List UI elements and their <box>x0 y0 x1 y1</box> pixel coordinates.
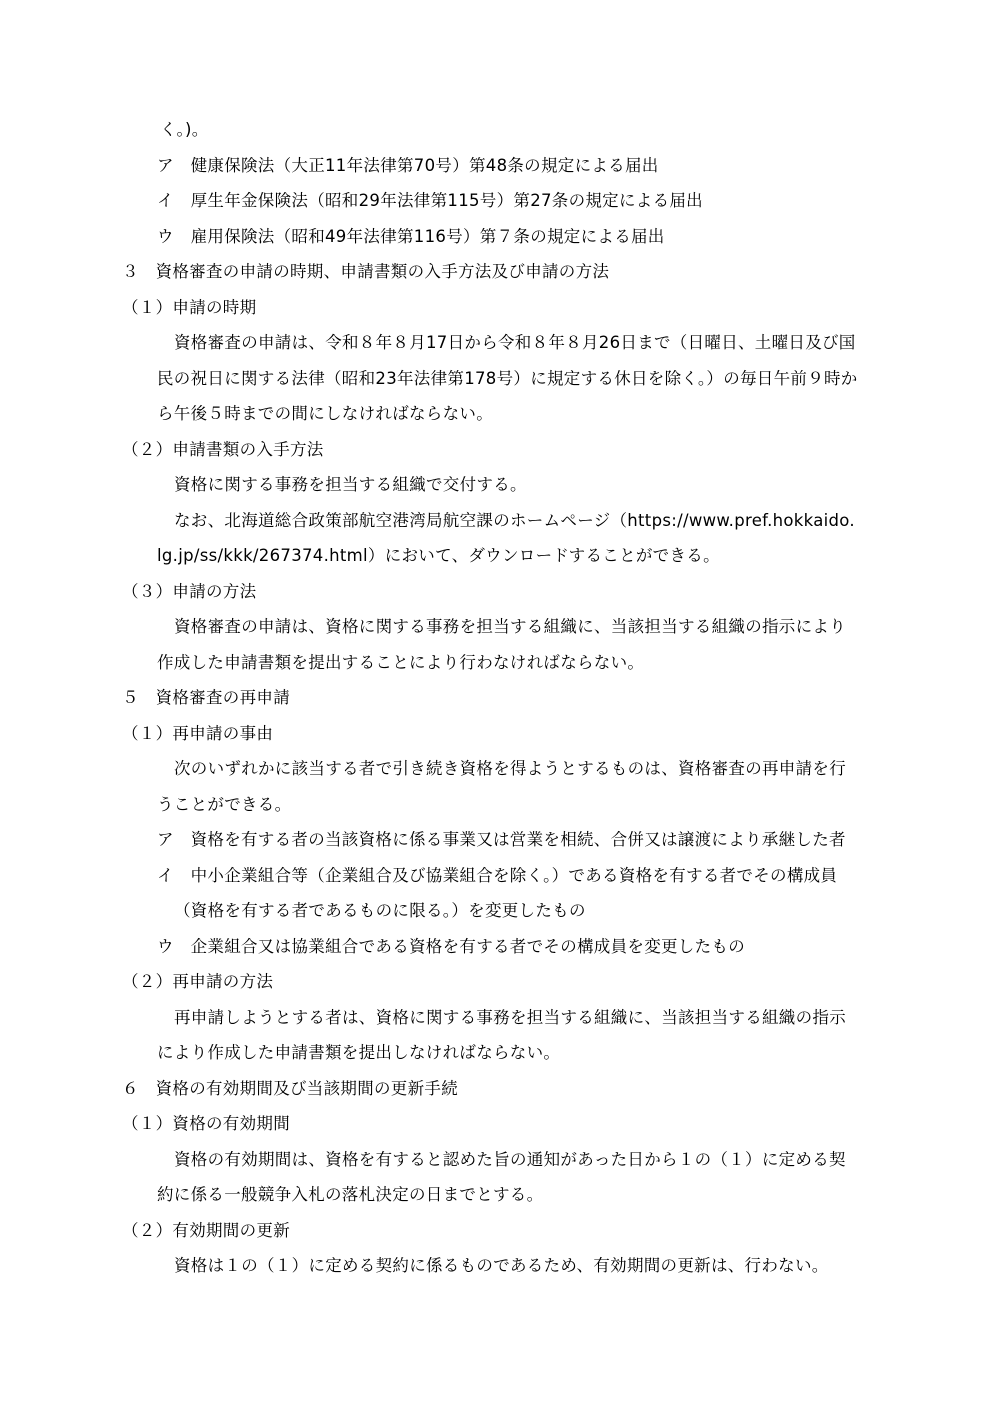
paragraph-line: ら午後５時までの間にしなければならない。 <box>157 404 493 423</box>
paragraph-line: 民の祝日に関する法律（昭和23年法律第178号）に規定する休日を除く。）の毎日午前９時か <box>157 369 858 388</box>
subsection-heading: （２）有効期間の更新 <box>122 1221 290 1240</box>
list-item-u: ウ 企業組合又は協業組合である資格を有する者でその構成員を変更したもの <box>157 937 745 956</box>
subsection-heading: （１）申請の時期 <box>122 298 257 317</box>
paragraph-line: 資格審査の申請は、資格に関する事務を担当する組織に、当該担当する組織の指示により <box>174 617 846 636</box>
paragraph-line: 約に係る一般競争入札の落札決定の日までとする。 <box>157 1185 544 1204</box>
paragraph-line: 作成した申請書類を提出することにより行わなければならない。 <box>157 653 645 672</box>
subsection-heading: （１）再申請の事由 <box>122 724 274 743</box>
paragraph-line: なお、北海道総合政策部航空港湾局航空課のホームページ（https://www.pref.hokkaido. <box>174 511 855 530</box>
subsection-heading: （１）資格の有効期間 <box>122 1114 290 1133</box>
subsection-heading: （２）再申請の方法 <box>122 972 274 991</box>
section-heading-6: ６ 資格の有効期間及び当該期間の更新手続 <box>122 1079 458 1098</box>
paragraph-line: により作成した申請書類を提出しなければならない。 <box>157 1043 561 1062</box>
list-item-i: イ 中小企業組合等（企業組合及び協業組合を除く。）である資格を有する者でその構成員 <box>157 866 838 885</box>
paragraph-line: うことができる。 <box>157 795 292 814</box>
list-item-a: ア 健康保険法（大正11年法律第70号）第48条の規定による届出 <box>157 156 659 175</box>
paragraph-line: 再申請しようとする者は、資格に関する事務を担当する組織に、当該担当する組織の指示 <box>174 1008 846 1027</box>
list-item-i: イ 厚生年金保険法（昭和29年法律第115号）第27条の規定による届出 <box>157 191 703 210</box>
section-heading-5: ５ 資格審査の再申請 <box>122 688 290 707</box>
paragraph-line: 資格は１の（１）に定める契約に係るものであるため、有効期間の更新は、行わない。 <box>174 1256 829 1275</box>
paragraph-line: 資格に関する事務を担当する組織で交付する。 <box>174 475 527 494</box>
paragraph-line: 資格審査の申請は、令和８年８月17日から令和８年８月26日まで（日曜日、土曜日及び国 <box>174 333 856 352</box>
subsection-heading: （２）申請書類の入手方法 <box>122 440 324 459</box>
section-heading-3: ３ 資格審査の申請の時期、申請書類の入手方法及び申請の方法 <box>122 262 610 281</box>
continuation-text: く。)。 <box>160 120 209 139</box>
list-item-a: ア 資格を有する者の当該資格に係る事業又は営業を相続、合併又は譲渡により承継した者 <box>157 830 846 849</box>
paragraph-line: 次のいずれかに該当する者で引き続き資格を得ようとするものは、資格審査の再申請を行 <box>174 759 846 778</box>
paragraph-line: 資格の有効期間は、資格を有すると認めた旨の通知があった日から１の（１）に定める契 <box>174 1150 846 1169</box>
url-line: lg.jp/ss/kkk/267374.html）において、ダウンロードすることができる。 <box>157 546 720 565</box>
list-item-u: ウ 雇用保険法（昭和49年法律第116号）第７条の規定による届出 <box>157 227 665 246</box>
subsection-heading: （３）申請の方法 <box>122 582 257 601</box>
list-item-continuation: （資格を有する者であるものに限る。）を変更したもの <box>174 901 586 920</box>
